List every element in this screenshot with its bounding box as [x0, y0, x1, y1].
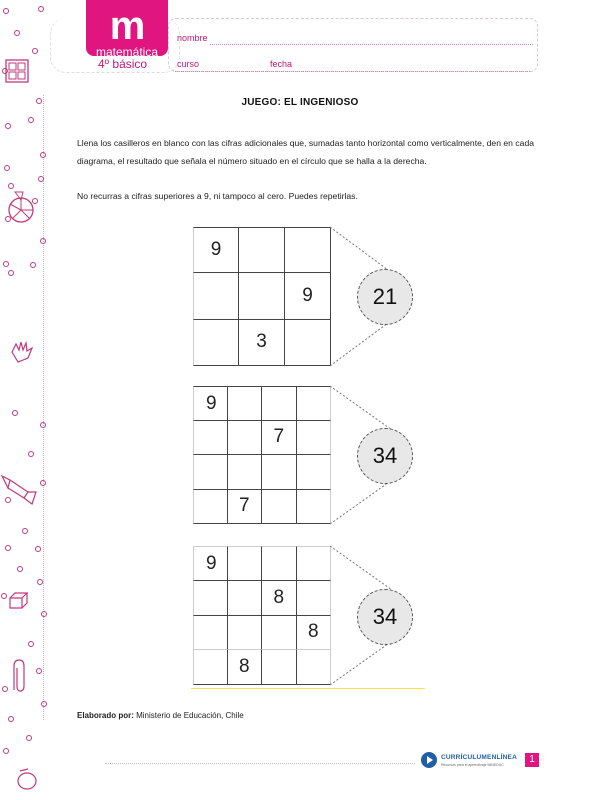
- decorative-dot: [22, 528, 28, 534]
- grid-cell[interactable]: [297, 455, 332, 490]
- decorative-dot: [28, 451, 34, 457]
- decorative-dot: [40, 480, 46, 486]
- brand-name: CURRÍCULUMENLÍNEA: [441, 754, 517, 761]
- instruction-paragraph-1: Llena los casilleros en blanco con las cifras adicionales que, sumadas tanto horizontal como verticalmente, den en cada diagrama, el resultado que señala el número situado en el círculo que se halla a la derecha.: [77, 138, 534, 166]
- grid-cell[interactable]: [228, 581, 263, 616]
- logo-letter: m: [109, 4, 145, 48]
- grid-cell[interactable]: [262, 455, 297, 490]
- target-sum-3: 34: [372, 604, 398, 629]
- grid-cell[interactable]: [262, 616, 297, 651]
- decorative-dot: [3, 8, 9, 14]
- instruction-paragraph-2: No recurras a cifras superiores a 9, ni tampoco al cero. Puedes repetirlas.: [77, 191, 358, 201]
- course-label: curso: [177, 59, 200, 69]
- brand-tagline: Recursos para el aprendizaje MINEDUC: [441, 763, 504, 767]
- decorative-dot: [28, 117, 34, 123]
- grid-cell: 7: [262, 421, 297, 456]
- decorative-dot: [41, 611, 47, 617]
- name-field[interactable]: [210, 44, 533, 45]
- decorative-dot: [8, 183, 14, 189]
- decorative-dot: [32, 48, 38, 54]
- apple-doodle-icon: [14, 765, 38, 791]
- pie-doodle-icon: [5, 190, 37, 224]
- grid-cell[interactable]: [262, 490, 297, 525]
- calculator-doodle-icon: [4, 58, 30, 84]
- name-label: nombre: [177, 33, 208, 43]
- grid-cell[interactable]: [239, 273, 285, 319]
- decorative-dot: [35, 546, 41, 552]
- grid-cell: 8: [297, 616, 332, 651]
- grid-cell: 9: [193, 386, 228, 421]
- grid-cell[interactable]: [193, 455, 228, 490]
- box-doodle-icon: [8, 590, 30, 610]
- grid-cell[interactable]: [297, 490, 332, 525]
- grid-cell[interactable]: [297, 421, 332, 456]
- decorative-dot: [3, 261, 9, 267]
- decorative-dot: [40, 422, 46, 428]
- grid-cell: 7: [228, 490, 263, 525]
- grid-cell[interactable]: [193, 421, 228, 456]
- decorative-dot: [3, 748, 9, 754]
- decorative-dot: [30, 262, 36, 268]
- decorative-dot: [38, 176, 44, 182]
- target-circle-1: [357, 269, 413, 325]
- target-circle-2: [357, 428, 413, 484]
- decorative-dot: [12, 410, 18, 416]
- grid-cell[interactable]: [239, 227, 285, 273]
- decorative-dot: [4, 165, 10, 171]
- grid-cell[interactable]: [228, 455, 263, 490]
- puzzle-grid-3: [193, 546, 331, 685]
- logo-subject: matemática: [95, 45, 159, 59]
- decorative-dot: [40, 152, 46, 158]
- credit-line: [77, 711, 244, 720]
- decorative-dot: [41, 701, 47, 707]
- decorative-dot: [5, 123, 11, 129]
- date-label: fecha: [270, 59, 293, 69]
- highlight-line: [191, 688, 425, 689]
- paperclip-doodle-icon: [10, 658, 26, 694]
- decorative-dot: [38, 6, 44, 12]
- grid-cell: 3: [239, 320, 285, 366]
- credit-label: Elaborado por:: [77, 711, 134, 720]
- grid-cell: 9: [193, 546, 228, 581]
- grid-cell[interactable]: [228, 546, 263, 581]
- grid-cell[interactable]: [262, 546, 297, 581]
- decorative-dot: [8, 270, 14, 276]
- grid-cell: 9: [193, 227, 239, 273]
- decorative-dot: [26, 735, 32, 741]
- decorative-dot: [17, 566, 23, 572]
- target-circle-3: [357, 589, 413, 645]
- grid-cell[interactable]: [297, 546, 332, 581]
- grid-cell: 8: [228, 650, 263, 685]
- credit-value: Ministerio de Educación, Chile: [133, 711, 244, 720]
- decorative-border: [43, 95, 44, 720]
- grid-cell[interactable]: [228, 421, 263, 456]
- grid-cell[interactable]: [193, 650, 228, 685]
- course-date-field[interactable]: [175, 71, 530, 72]
- grid-cell: 8: [262, 581, 297, 616]
- decorative-dot: [14, 30, 20, 36]
- target-sum-2: 34: [372, 443, 398, 468]
- hand-doodle-icon: [8, 338, 36, 366]
- grid-cell[interactable]: [228, 386, 263, 421]
- play-logo-icon: [421, 752, 437, 768]
- grid-cell[interactable]: [262, 386, 297, 421]
- target-sum-1: 21: [372, 284, 398, 309]
- candy-doodle-icon: [0, 470, 40, 506]
- grid-cell: 9: [285, 273, 331, 319]
- grid-cell[interactable]: [285, 227, 331, 273]
- footer-divider: [105, 763, 415, 764]
- grid-cell[interactable]: [285, 320, 331, 366]
- decorative-dot: [37, 579, 43, 585]
- page-number: 1: [525, 753, 539, 767]
- page-title: JUEGO: EL INGENIOSO: [241, 97, 359, 108]
- subject-logo: [86, 0, 168, 59]
- decorative-dot: [40, 238, 46, 244]
- grid-cell[interactable]: [262, 650, 297, 685]
- puzzle-grid-2: [193, 386, 331, 524]
- puzzle-grid-1: [193, 227, 331, 366]
- grid-cell[interactable]: [193, 581, 228, 616]
- decorative-dot: [2, 686, 8, 692]
- grid-cell[interactable]: [193, 320, 239, 366]
- student-info-box: [168, 18, 538, 72]
- grid-cell[interactable]: [297, 386, 332, 421]
- grade-label: 4º básico: [98, 57, 148, 71]
- grid-cell[interactable]: [297, 581, 332, 616]
- grid-cell[interactable]: [193, 490, 228, 525]
- grid-cell[interactable]: [193, 273, 239, 319]
- decorative-dot: [5, 545, 11, 551]
- decorative-dot: [1, 593, 7, 599]
- decorative-dot: [28, 641, 34, 647]
- grid-cell[interactable]: [297, 650, 332, 685]
- grid-cell[interactable]: [228, 616, 263, 651]
- grid-cell[interactable]: [193, 616, 228, 651]
- decorative-dot: [36, 668, 42, 674]
- decorative-dot: [8, 716, 14, 722]
